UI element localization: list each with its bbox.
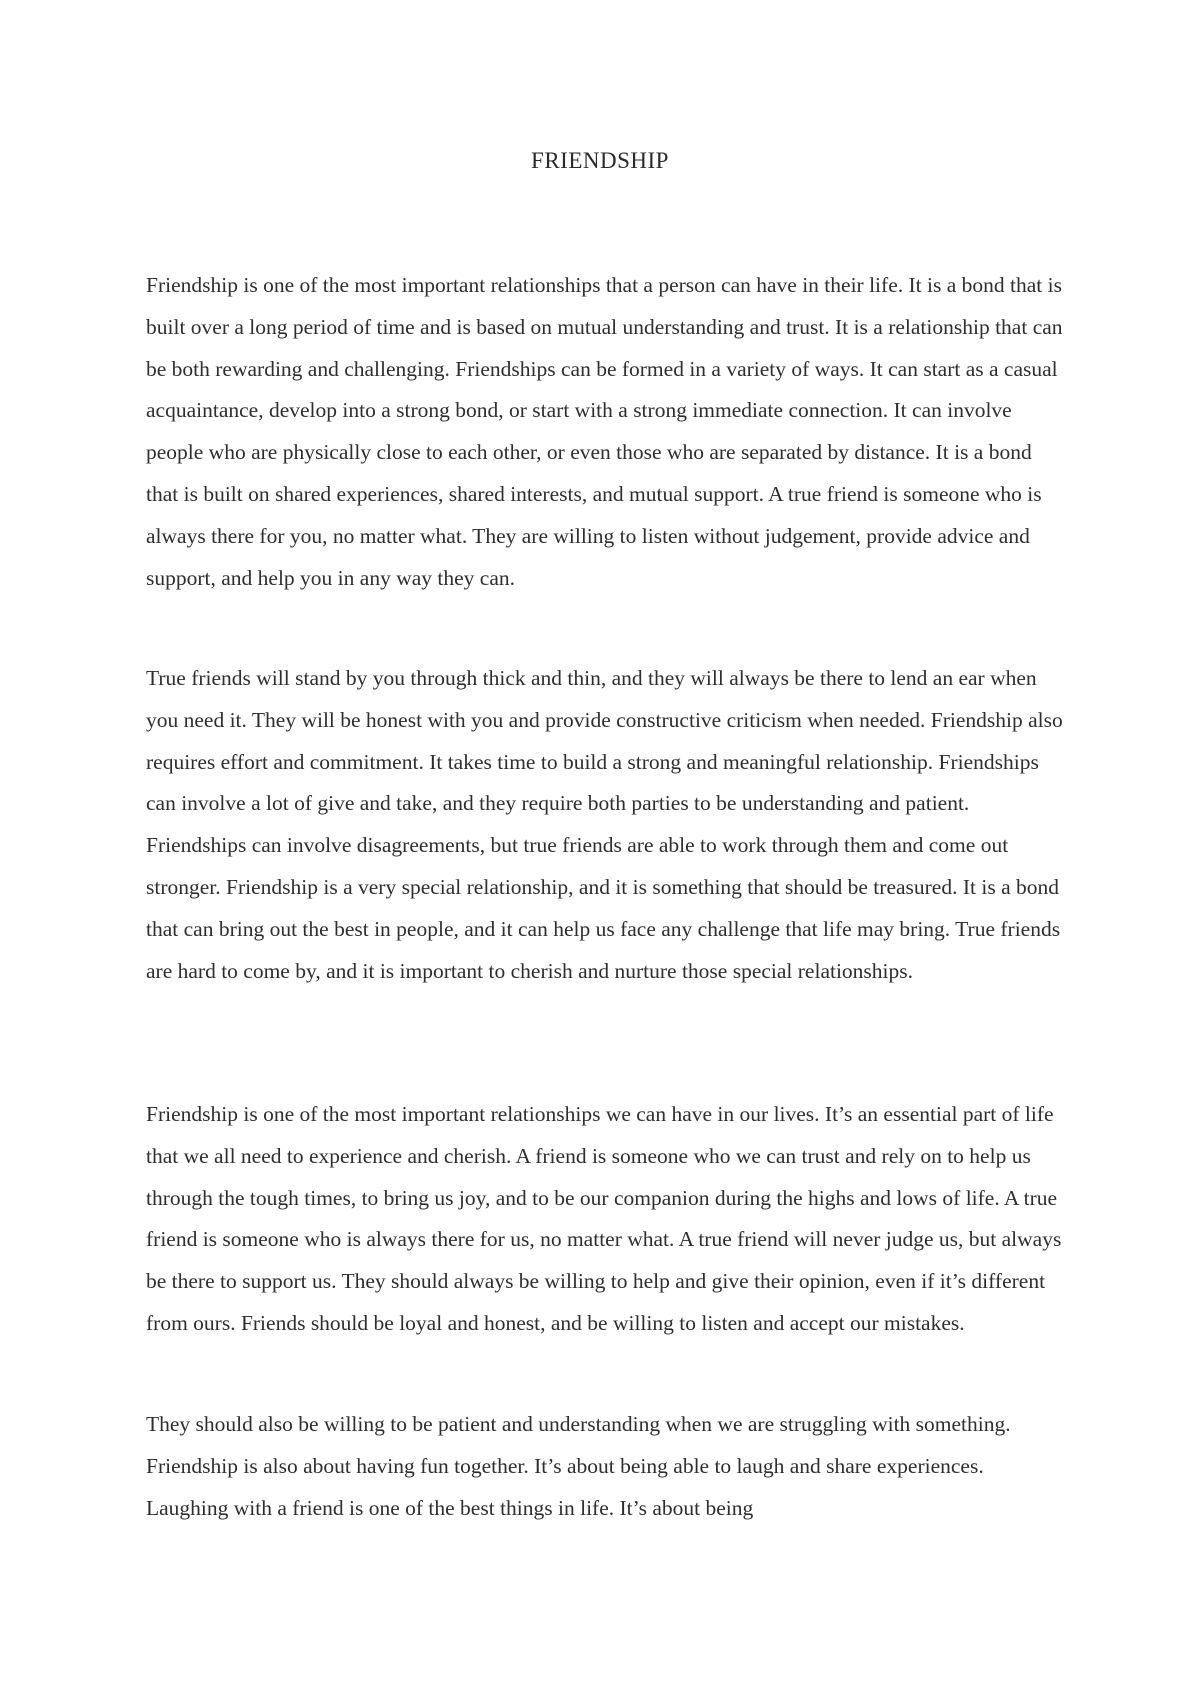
paragraph-4: They should also be willing to be patient and understanding when we are struggling with something. Friendship is also about having fun together. It’s about being able to laugh and share experiences. Laughing with a friend is one of the best things in life. It’s about being xyxy=(146,1412,1011,1520)
document-title: FRIENDSHIP xyxy=(531,148,669,173)
paragraph-2: True friends will stand by you through thick and thin, and they will always be there to lend an ear when you need it. They will be honest with you and provide constructive criticism when needed. Friendship also requires effort and commitment. It takes time to build a strong and meaningful relationship. Friendships can involve a lot of give and take, and they require both parties to be understanding and patient. Friendships can involve disagreements, but true friends are able to work through them and come out stronger. Friendship is a very special relationship, and it is something that should be treasured. It is a bond that can bring out the best in people, and it can help us face any challenge that life may bring. True friends are hard to come by, and it is important to cherish and nurture those special relationships. xyxy=(146,666,1063,983)
paragraph-3: Friendship is one of the most important relationships we can have in our lives. It’s an essential part of life that we all need to experience and cherish. A friend is someone who we can trust and rely on to help us through the tough times, to bring us joy, and to be our companion during the highs and lows of life. A true friend is someone who is always there for us, no matter what. A true friend will never judge us, but always be there to support us. They should always be willing to help and give their opinion, even if it’s different from ours. Friends should be loyal and honest, and be willing to listen and accept our mistakes. xyxy=(146,1102,1062,1335)
paragraph-1: Friendship is one of the most important relationships that a person can have in their life. It is a bond that is built over a long period of time and is based on mutual understanding and trust. It is a relationship that can be both rewarding and challenging. Friendships can be formed in a variety of ways. It can start as a casual acquaintance, develop into a strong bond, or start with a strong immediate connection. It can involve people who are physically close to each other, or even those who are separated by distance. It is a bond that is built on shared experiences, shared interests, and mutual support. A true friend is someone who is always there for you, no matter what. They are willing to listen without judgement, provide advice and support, and help you in any way they can. xyxy=(146,273,1063,590)
